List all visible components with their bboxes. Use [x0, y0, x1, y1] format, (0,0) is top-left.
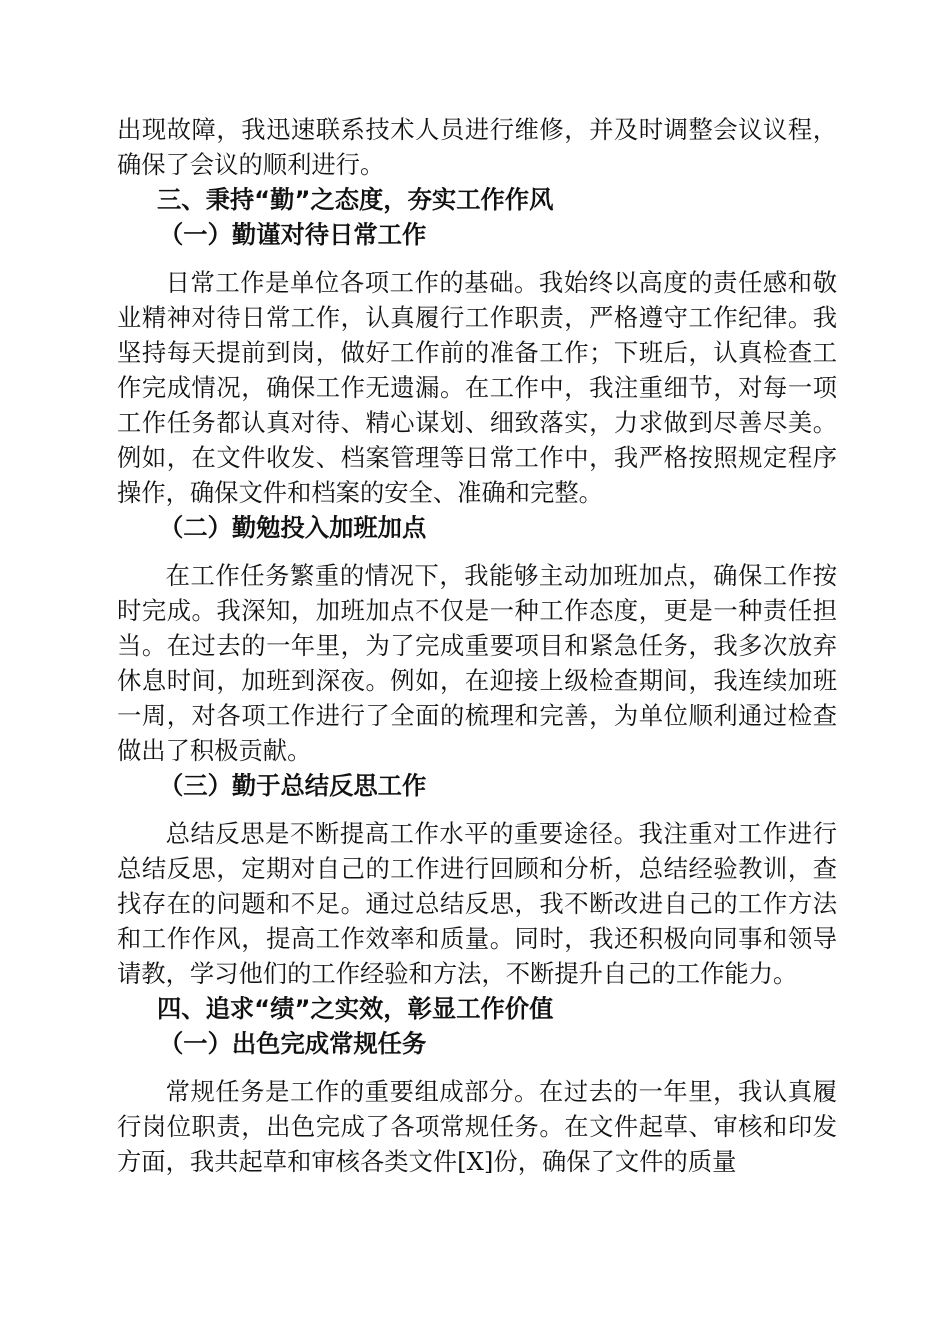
subheading-3-3: （三）勤于总结反思工作 — [159, 771, 427, 800]
section-heading-4: 四、追求“绩”之实效，彰显工作价值 — [157, 994, 554, 1023]
document-page — [117, 112, 837, 1179]
section-heading-3: 三、秉持“勤”之态度，夯实工作作风 — [157, 185, 554, 214]
paragraph-3-3: 总结反思是不断提高工作水平的重要途径。我注重对工作进行总结反思，定期对自己的工作进行回顾和分析，总结经验教训，查找存在的问题和不足。通过总结反思，我不断改进自己的工作方法和工作作风，提高工作效率和质量。同时，我还积极向同事和领导请教，学习他们的工作经验和方法，不断提升自己的工作能力。 — [117, 819, 837, 988]
paragraph-continued: 出现故障，我迅速联系技术人员进行维修，并及时调整会议议程，确保了会议的顺利进行。 — [117, 115, 837, 179]
subheading-3-1: （一）勤谨对待日常工作 — [159, 220, 427, 249]
paragraph-3-2: 在工作任务繁重的情况下，我能够主动加班加点，确保工作按时完成。我深知，加班加点不仅是一种工作态度，更是一种责任担当。在过去的一年里，为了完成重要项目和紧急任务，我多次放弃休息时间，加班到深夜。例如，在迎接上级检查期间，我连续加班一周，对各项工作进行了全面的梳理和完善，为单位顺利通过检查做出了积极贡献。 — [117, 561, 837, 765]
subheading-4-1: （一）出色完成常规任务 — [159, 1029, 427, 1058]
subheading-3-2: （二）勤勉投入加班加点 — [159, 513, 427, 542]
paragraph-3-1: 日常工作是单位各项工作的基础。我始终以高度的责任感和敬业精神对待日常工作，认真履行工作职责，严格遵守工作纪律。我坚持每天提前到岗，做好工作前的准备工作；下班后，认真检查工作完成情况，确保工作无遗漏。在工作中，我注重细节，对每一项工作任务都认真对待、精心谋划、细致落实，力求做到尽善尽美。例如，在文件收发、档案管理等日常工作中，我严格按照规定程序操作，确保文件和档案的安全、准确和完整。 — [117, 268, 837, 507]
paragraph-4-1: 常规任务是工作的重要组成部分。在过去的一年里，我认真履行岗位职责，出色完成了各项常规任务。在文件起草、审核和印发方面，我共起草和审核各类文件[X]份，确保了文件的质量 — [117, 1077, 837, 1176]
